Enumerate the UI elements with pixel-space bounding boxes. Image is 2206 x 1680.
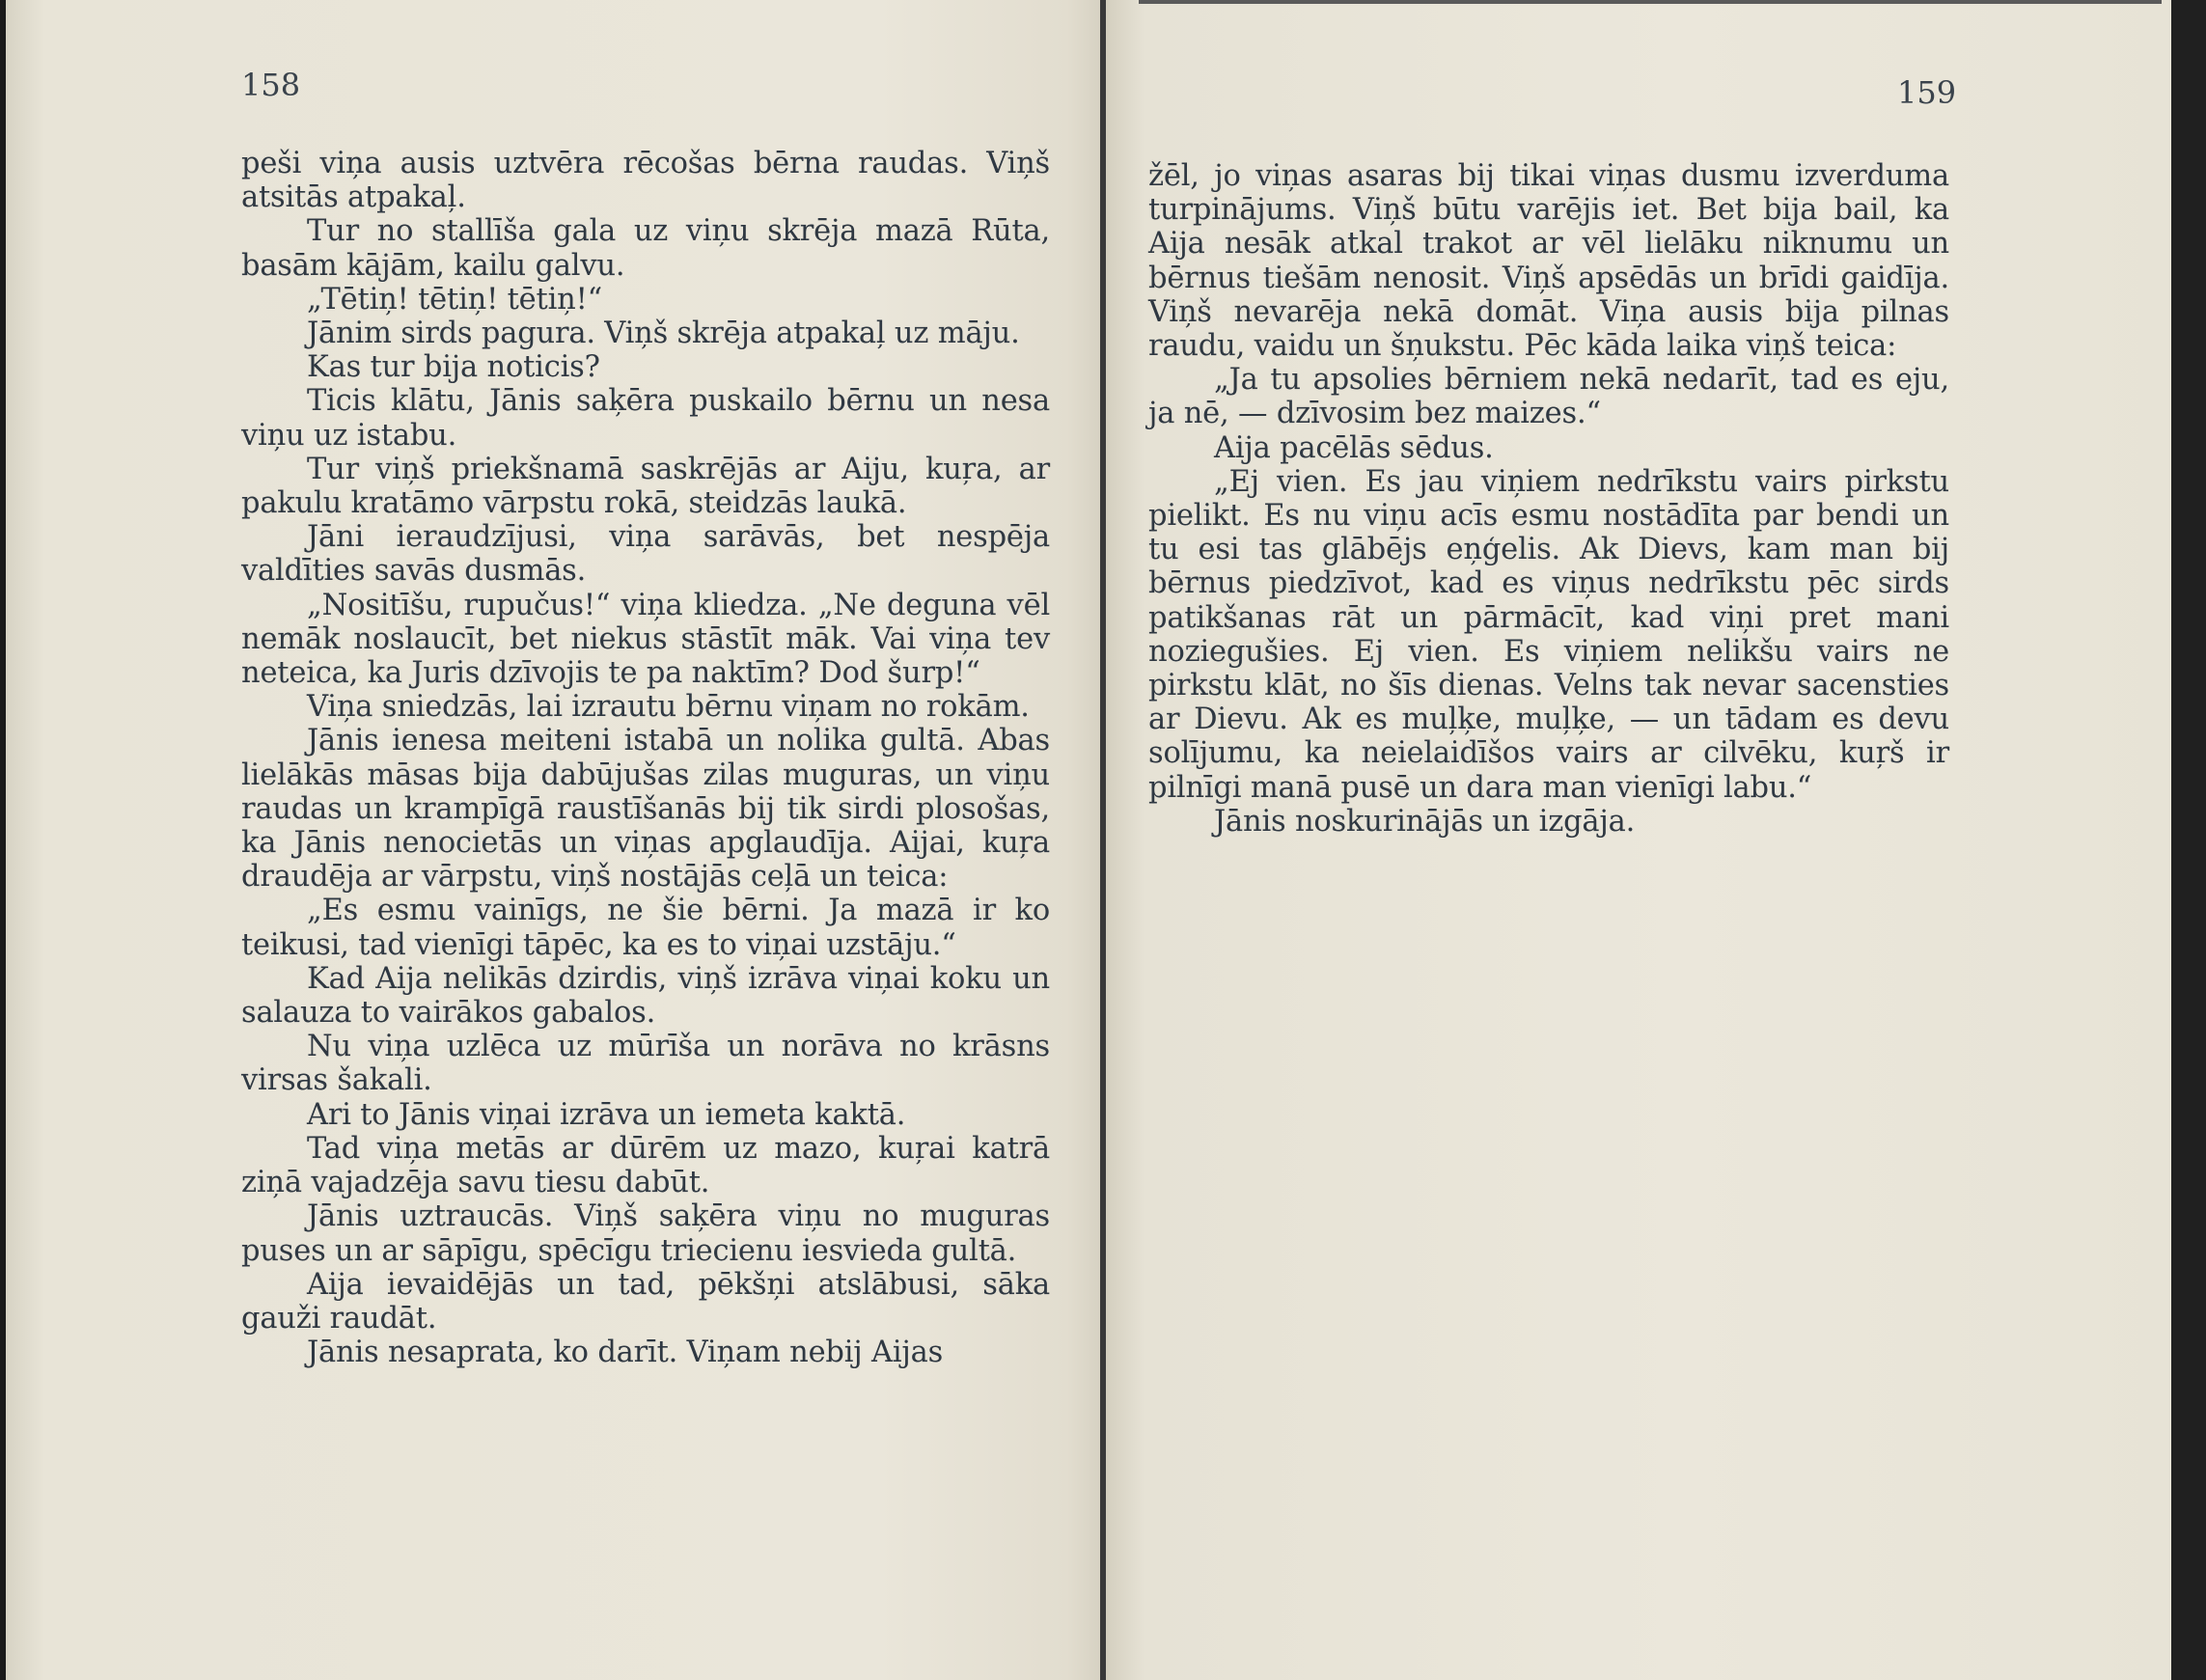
paragraph: Nu viņa uzlēca uz mūrīša un norāva no krāsns virsas šakali. — [241, 1030, 1050, 1098]
page-number-left: 158 — [241, 67, 301, 103]
paragraph: Aija ievaidējās un tad, pēkšņi atslābusi, sāka gauži raudāt. — [241, 1267, 1050, 1336]
paragraph: Ticis klātu, Jānis saķēra puskailo bērnu un nesa viņu uz istabu. — [241, 384, 1050, 453]
paragraph: žēl, jo viņas asaras bij tikai viņas dusmu izverduma turpinājums. Viņš būtu varējis iet. Bet bija bail, ka Aija nesāk atkal trakot ar vēl lielāku niknumu un bērnus tiešām nenosit. Viņš apsēdās un brīdi gaidīja. Viņš nevarēja nekā domāt. Viņa ausis bija pilnas raudu, vaidu un šņukstu. Pēc kāda laika viņš teica: — [1148, 159, 1949, 364]
paragraph: „Ja tu apsolies bērniem nekā nedarīt, tad es eju, ja nē, — dzīvosim bez maizes.“ — [1148, 363, 1949, 431]
paragraph: Kad Aija nelikās dzirdis, viņš izrāva viņai koku un salauza to vairākos gabalos. — [241, 961, 1050, 1031]
paragraph: „Ej vien. Es jau viņiem nedrīkstu vairs pirkstu pielikt. Es nu viņu acīs esmu nostādīta par bendi un tu esi tas glābējs eņģelis. Ak Dievs, kam man bij bērnus piedzīvot, kad es viņus nedrīkstu pēc sirds patikšanas rāt un pārmācīt, kad viņi pret mani noziegušies. Ej vien. Es viņiem nelikšu vairs ne pirkstu klāt, no šīs dienas. Velns tak nevar sacensties ar Dievu. Ak es muļķe, muļķe, — un tādam es devu solījumu, ka neielaidīšos vairs ar cilvēku, kuŗš ir pilnīgi manā pusē un dara man vienīgi labu.“ — [1148, 464, 1949, 805]
paragraph: „Nositīšu, rupučus!“ viņa kliedza. „Ne deguna vēl nemāk noslaucīt, bet niekus stāstīt māk. Vai viņa tev neteica, ka Juris dzīvojis te pa naktīm? Dod šurp!“ — [241, 588, 1050, 691]
paragraph: Aija pacēlās sēdus. — [1214, 430, 1494, 465]
paragraph: Tur no stallīša gala uz viņu skrēja mazā Rūta, basām kājām, kailu galvu. — [241, 214, 1050, 283]
paragraph: peši viņa ausis uztvēra rēcošas bērna raudas. Viņš atsitās atpakaļ. — [241, 147, 1050, 215]
page-number-right: 159 — [1897, 74, 1957, 111]
paragraph: Ari to Jānis viņai izrāva un iemeta kaktā. — [307, 1097, 906, 1132]
paragraph: Jāni ieraudzījusi, viņa sarāvās, bet nespēja valdīties savās dusmās. — [241, 520, 1050, 589]
paragraph: Tad viņa metās ar dūrēm uz mazo, kuŗai katrā ziņā vajadzēja savu tiesu dabūt. — [241, 1131, 1050, 1200]
scan-border — [2171, 0, 2206, 1680]
top-edge-shadow — [1139, 0, 2162, 4]
paragraph: Jānis uztraucās. Viņš saķēra viņu no muguras puses un ar sāpīgu, spēcīgu triecienu iesvieda gultā. — [241, 1199, 1050, 1268]
paragraph: Jānim sirds pagura. Viņš skrēja atpakaļ uz māju. — [307, 317, 1020, 351]
left-page-text — [241, 147, 1050, 1369]
paragraph: Jānis noskurinājās un izgāja. — [1214, 804, 1636, 839]
right-page-text — [1148, 159, 1949, 839]
paragraph: „Es esmu vainīgs, ne šie bērni. Ja mazā ir ko teikusi, tad vienīgi tāpēc, ka es to viņai uzstāju.“ — [241, 894, 1050, 962]
paragraph: Jānis ienesa meiteni istabā un nolika gultā. Abas lielākās māsas bija dabūjušas zilas muguras, un viņu raudas un krampīgā raustīšanās bij tik sirdi plosošas, ka Jānis nenocietās un viņas apglaudīja. Aijai, kuŗa draudēja ar vārpstu, viņš nostājās ceļā un teica: — [241, 724, 1050, 895]
paragraph: „Tētiņ! tētiņ! tētiņ!“ — [307, 282, 603, 317]
paragraph: Jānis nesaprata, ko darīt. Viņam nebij Aijas — [307, 1336, 944, 1370]
paragraph: Kas tur bija noticis? — [307, 350, 600, 385]
paragraph: Tur viņš priekšnamā saskrējās ar Aiju, kuŗa, ar pakulu kratāmo vārpstu rokā, steidzās laukā. — [241, 452, 1050, 521]
paragraph: Viņa sniedzās, lai izrautu bērnu viņam no rokām. — [307, 690, 1030, 725]
